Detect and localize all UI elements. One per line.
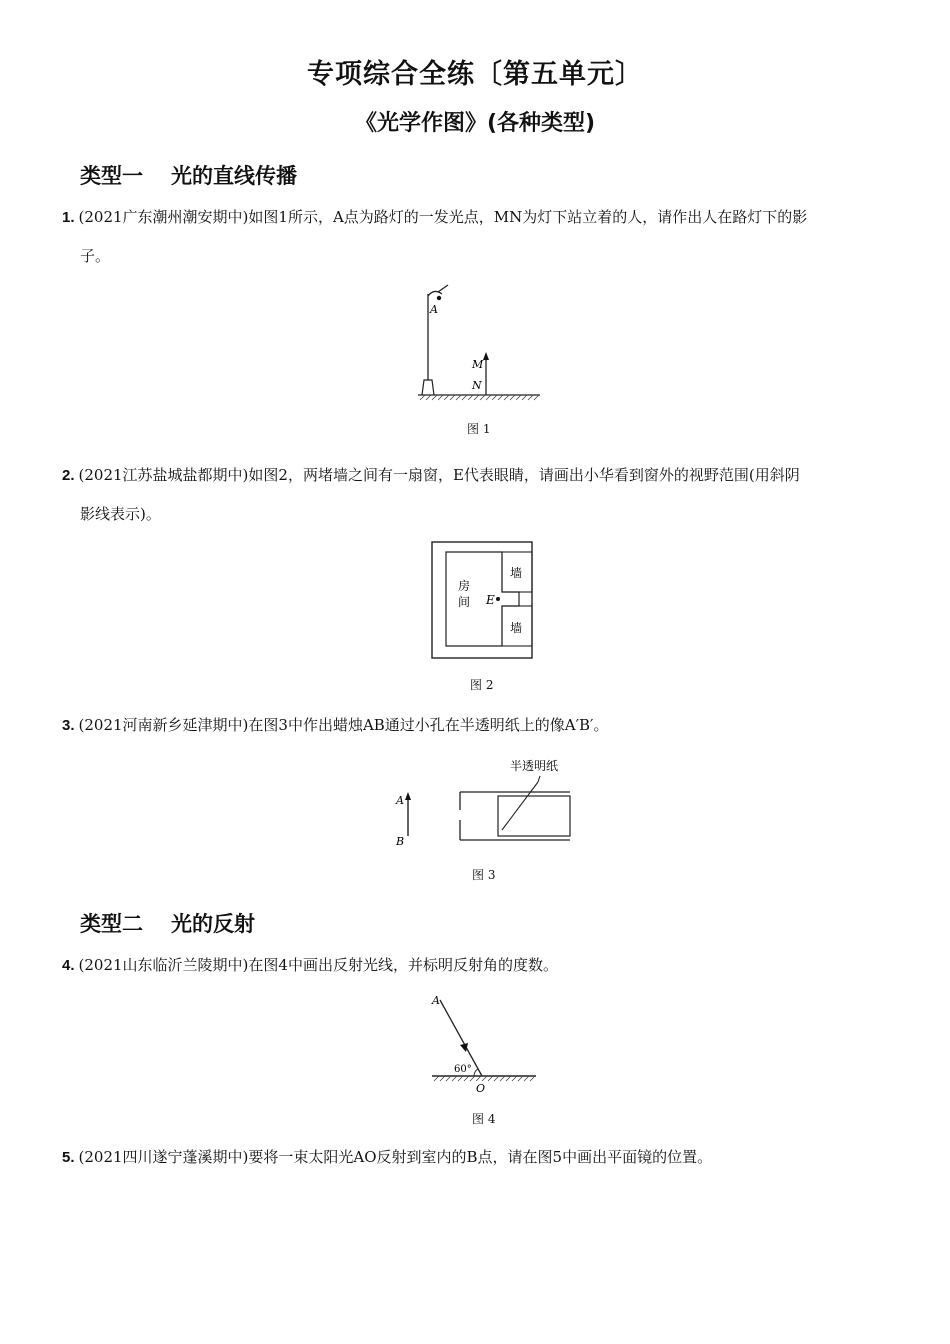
- question-number: 4.: [62, 957, 75, 974]
- light-point-a: [437, 296, 441, 300]
- section-heading-2: [80, 908, 255, 938]
- question-text: (2021广东潮州潮安期中)如图1所示，A点为路灯的一发光点，MN为灯下站立着的人，请作出人在路灯下的影: [78, 208, 808, 226]
- question-text: (2021山东临沂兰陵期中)在图4中画出反射光线，并标明反射角的度数。: [78, 956, 558, 974]
- question-text: (2021江苏盐城盐都期中)如图2，两堵墙之间有一扇窗，E代表眼睛，请画出小华看到窗外的视野范围(用斜阴: [78, 466, 800, 484]
- figure-4-caption: 图 4: [472, 1112, 496, 1126]
- section-name: 光的反射: [171, 912, 255, 936]
- section-label: 类型二: [80, 912, 143, 936]
- question-2: [62, 456, 892, 533]
- label-a: A: [430, 303, 438, 316]
- figure-1-caption: 图 1: [467, 422, 491, 436]
- question-number: 3.: [62, 717, 75, 734]
- question-3: [62, 706, 892, 745]
- section-label: 类型一: [80, 164, 143, 188]
- question-1: [62, 198, 892, 275]
- question-number: 1.: [62, 209, 75, 226]
- label-n: N: [472, 379, 482, 392]
- label-a: A: [432, 994, 440, 1007]
- label-m: M: [472, 358, 484, 371]
- room-label-top: 房: [458, 579, 471, 593]
- wall-label-upper: 墙: [510, 566, 523, 580]
- label-e: E: [486, 593, 495, 607]
- figure-2-room-window: [430, 540, 536, 662]
- question-text-continued: 子。: [80, 247, 111, 265]
- question-text: (2021四川遂宁蓬溪期中)要将一束太阳光AO反射到室内的B点，请在图5中画出平面镜的位置。: [78, 1148, 713, 1166]
- question-5: [62, 1138, 892, 1177]
- label-b: B: [396, 835, 405, 848]
- room-label-bottom: 间: [458, 595, 471, 609]
- section-name: 光的直线传播: [171, 164, 297, 188]
- question-4: [62, 946, 892, 985]
- page-title: 专项综合全练〔第五单元〕: [307, 59, 643, 90]
- figure-3-pinhole-camera: [390, 752, 580, 852]
- label-a: A: [396, 794, 404, 807]
- figure-1-streetlight: [410, 282, 550, 412]
- section-heading-1: [80, 160, 297, 190]
- figure-3-caption: 图 3: [472, 868, 496, 882]
- eye-point-e: [496, 597, 500, 601]
- question-number: 2.: [62, 467, 75, 484]
- question-text-continued: 影线表示)。: [80, 505, 161, 523]
- translucent-paper-label: 半透明纸: [510, 759, 559, 773]
- question-number: 5.: [62, 1149, 75, 1166]
- figure-2-caption: 图 2: [470, 678, 494, 692]
- figure-4-reflection: [426, 990, 542, 1096]
- page-subtitle: 《光学作图》(各种类型): [354, 111, 596, 136]
- angle-label: 60°: [454, 1064, 472, 1075]
- label-o: O: [476, 1082, 486, 1095]
- question-text: (2021河南新乡延津期中)在图3中作出蜡烛AB通过小孔在半透明纸上的像A′B′。: [78, 716, 609, 734]
- wall-label-lower: 墙: [510, 621, 523, 635]
